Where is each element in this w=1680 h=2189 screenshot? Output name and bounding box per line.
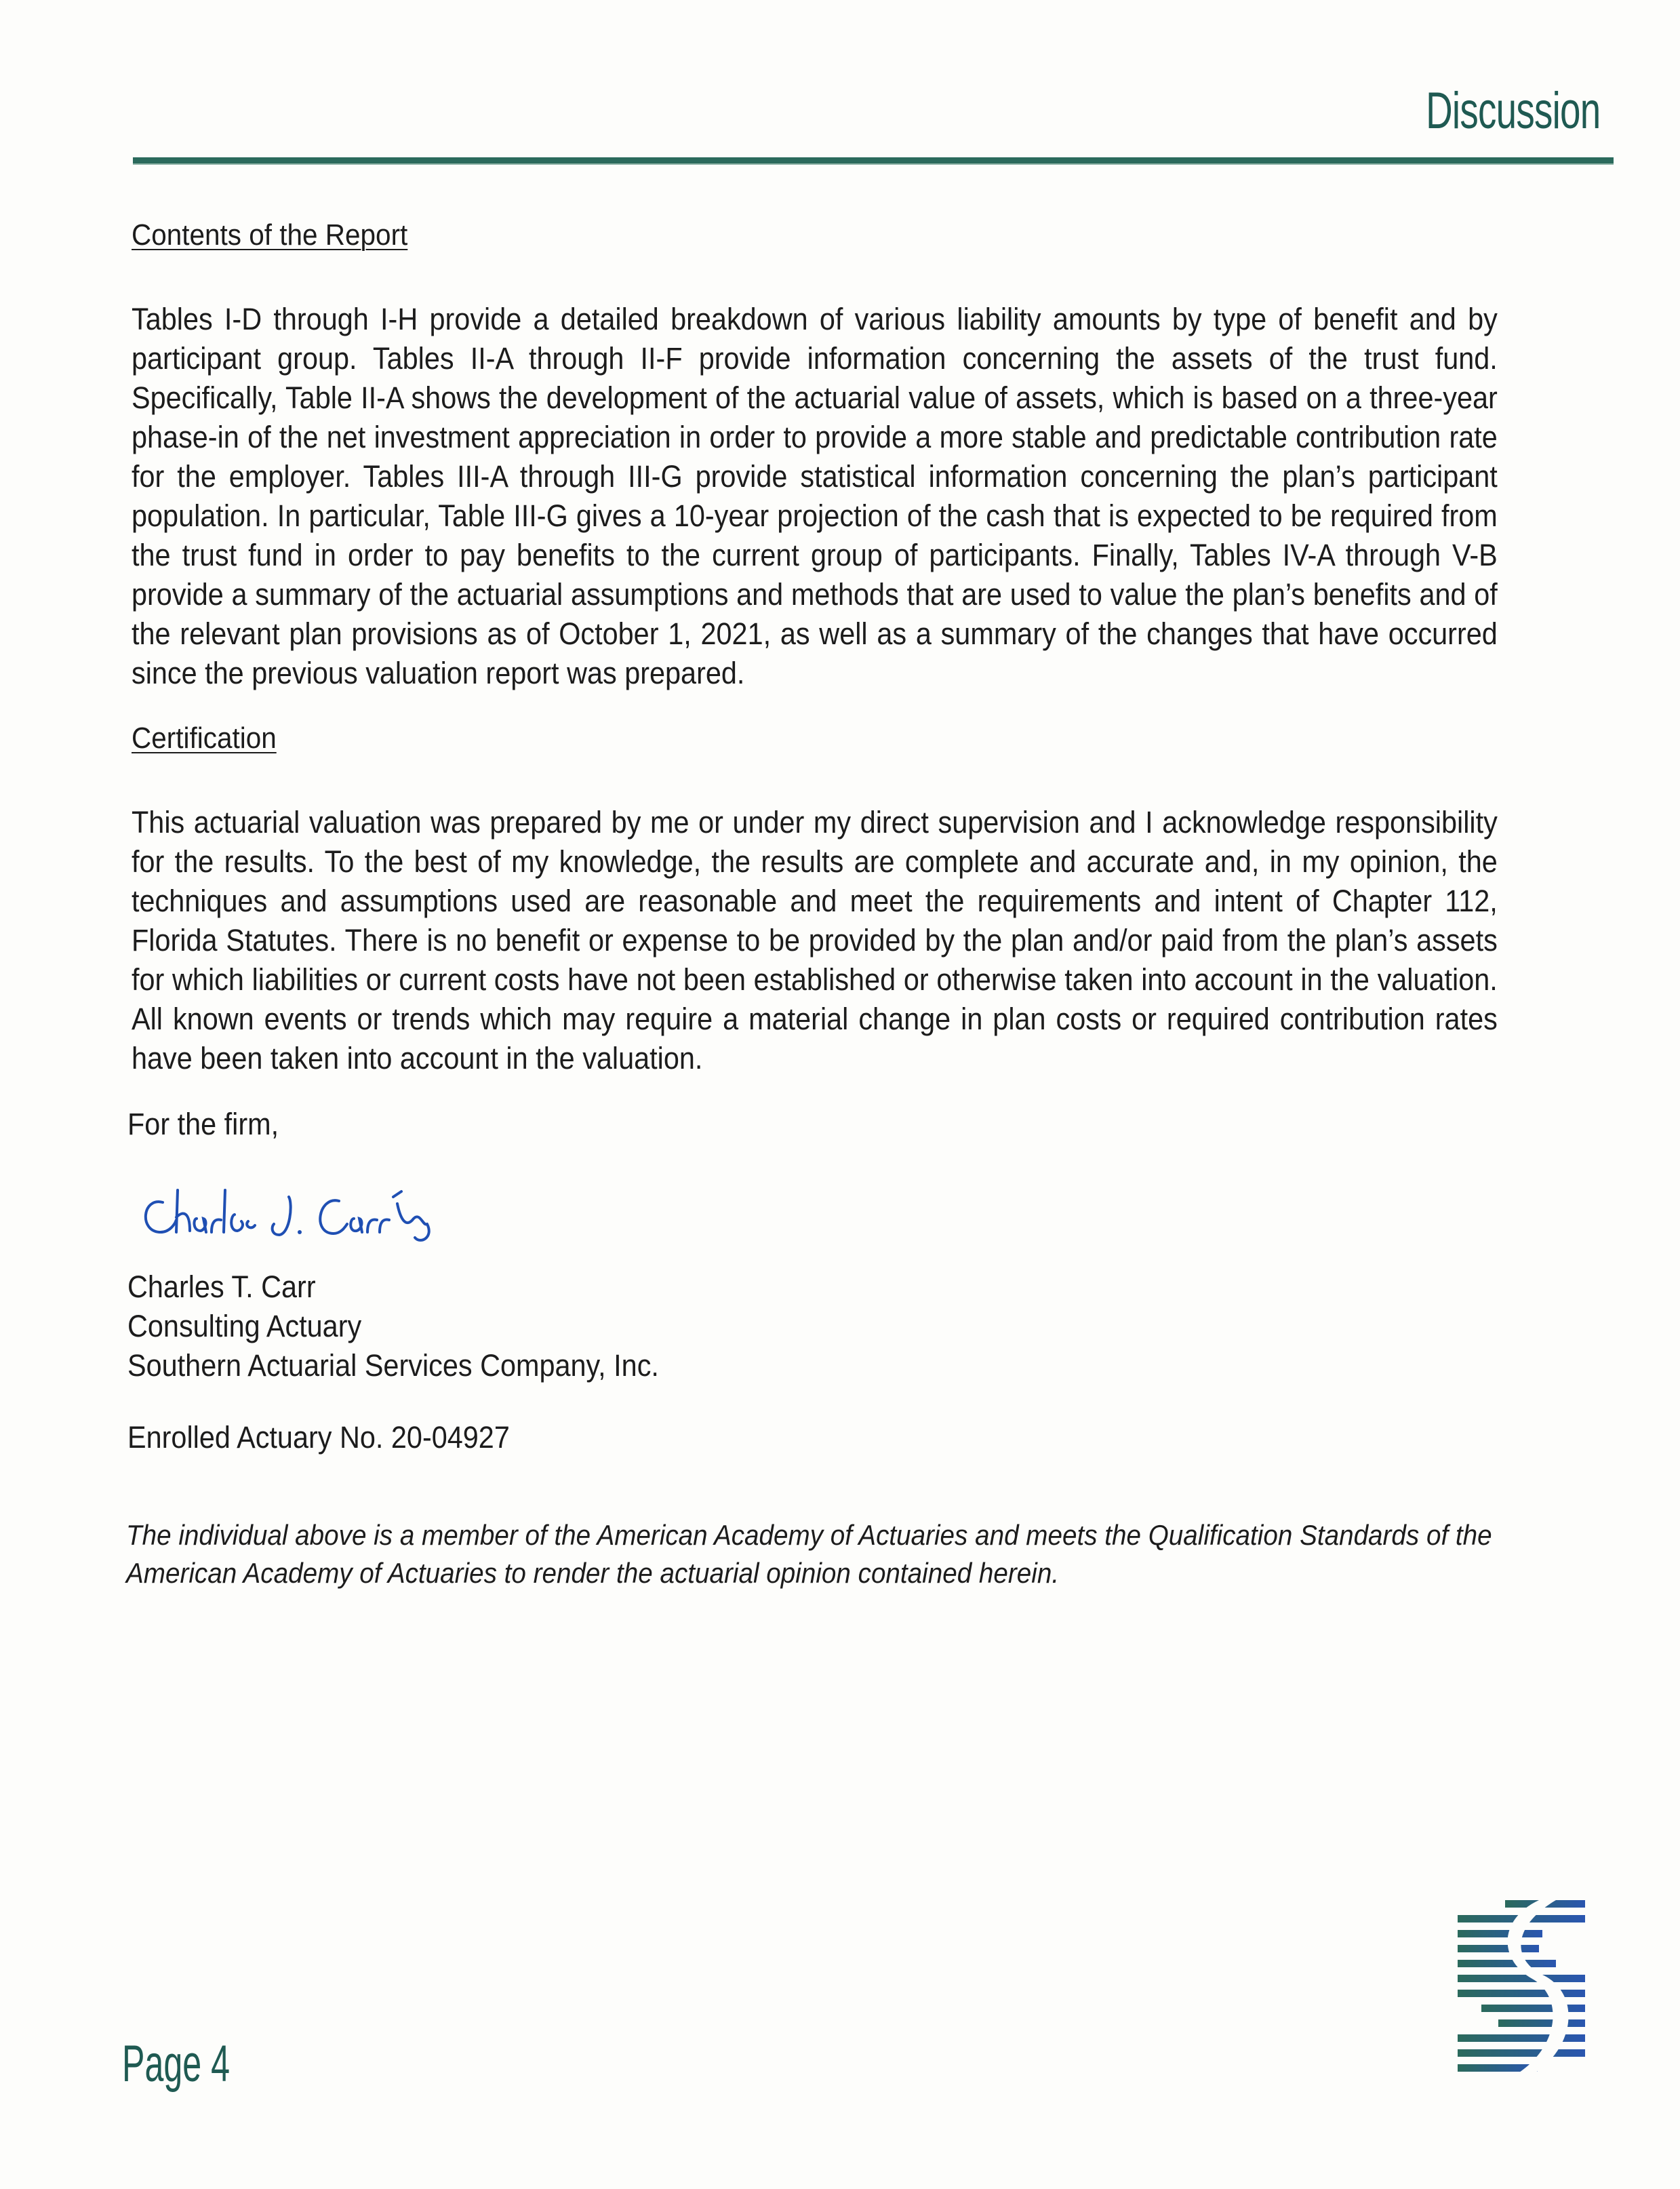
certification-paragraph: This actuarial valuation was prepared by me or under my direct supervision and I acknowledge responsibility for the results. To the best of my knowledge, the results are complete and accurate and, in my opinion, the techniques and assumptions used are reasonable and meet the requirements and intent of Chapter 112, Florida Statutes. There is no benefit or expense to be provided by the plan and/or paid from the plan’s assets for which liabilities or current costs have not been established or otherwise taken into account in the valuation. All known events or trends which may require a material change in plan costs or required contribution rates have been taken into account in the valuation. <box>132 805 1498 1076</box>
signer-role: Consulting Actuary <box>127 1309 362 1343</box>
qualification-footnote: The individual above is a member of the American Academy of Actuaries and meets the Qualification Standards of the American Academy of Actuaries to render the actuarial opinion contained herein. <box>126 1519 1492 1589</box>
contents-heading: Contents of the Report <box>132 218 408 252</box>
signature <box>136 1177 461 1251</box>
company-logo-icon <box>1458 1899 1586 2082</box>
enrollment-number: Enrolled Actuary No. 20-04927 <box>127 1420 510 1455</box>
certification-heading: Certification <box>132 722 277 755</box>
contents-paragraph: Tables I-D through I-H provide a detailed breakdown of various liability amounts by type of benefit and by participant group. Tables II-A through II-F provide information concerning the assets of the trust fund. Specifically, Table II-A shows the development of the actuarial value of assets, which is based on a three-year phase-in of the net investment appreciation in order to provide a more stable and predictable contribution rate for the employer. Tables III-A through III-G provide statistical information concerning the plan’s participant population. In particular, Table III-G gives a 10-year projection of the cash that is expected to be required from the trust fund in order to pay benefits to the current group of participants. Finally, Tables IV-A through V-B provide a summary of the actuarial assumptions and methods that are used to value the plan’s benefits and of the relevant plan provisions as of October 1, 2021, as well as a summary of the changes that have occurred since the previous valuation report was prepared. <box>132 302 1498 690</box>
signer-name: Charles T. Carr <box>127 1269 316 1304</box>
signoff-salutation: For the firm, <box>127 1107 279 1141</box>
header-divider <box>133 157 1614 165</box>
page-header-title: Discussion <box>1425 82 1600 140</box>
signer-company: Southern Actuarial Services Company, Inc. <box>127 1348 659 1383</box>
page-number: Page 4 <box>122 2035 230 2093</box>
